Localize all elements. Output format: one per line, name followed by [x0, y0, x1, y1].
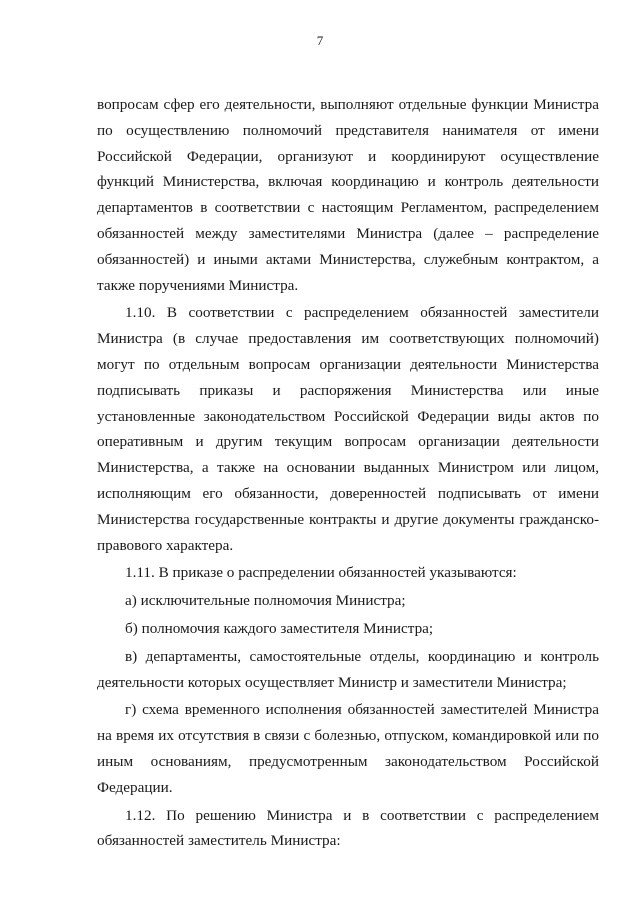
list-item-g: г) схема временного исполнения обязанностей заместителей Министра на время их отсутствия в связи с болезнью, отпуском, командировкой или по иным основаниям, предусмотренным законодательством Российской Федерации. — [97, 701, 599, 796]
document-body — [97, 92, 599, 854]
paragraph-continuation: вопросам сфер его деятельности, выполняют отдельные функции Министра по осуществлению полномочий представителя нанимателя от имени Российской Федерации, организуют и координируют осуществление функций Министерства, включая координацию и контроль деятельности департаментов в соответствии с настоящим Регламентом, распределением обязанностей между заместителями Министра (далее – распределение обязанностей) и иными актами Министерства, служебным контрактом, а также поручениями Министра. — [97, 96, 599, 294]
page-number: 7 — [316, 33, 324, 48]
paragraph-1-11: 1.11. В приказе о распределении обязанностей указываются: — [125, 564, 517, 582]
paragraph-1-10: 1.10. В соответствии с распределением обязанностей заместители Министра (в случае предоставления им соответствующих полномочий) могут по отдельным вопросам организации деятельности Министерства подписывать приказы и распоряжения Министерства или иные установленные законодательством Российской Федерации виды актов по оперативным и другим текущим вопросам организации деятельности Министерства, а также на основании выданных Министром или лицом, исполняющим его обязанности, доверенностей подписывать от имени Министерства государственные контракты и другие документы гражданско-правового характера. — [97, 304, 599, 554]
paragraph-1-12: 1.12. По решению Министра и в соответствии с распределением обязанностей заместитель Министра: — [97, 806, 599, 850]
list-item-v: в) департаменты, самостоятельные отделы, координацию и контроль деятельности которых осуществляет Министр и заместители Министра; — [97, 647, 599, 691]
list-item-a: а) исключительные полномочия Министра; — [125, 592, 406, 610]
list-item-b: б) полномочия каждого заместителя Министра; — [125, 619, 434, 637]
